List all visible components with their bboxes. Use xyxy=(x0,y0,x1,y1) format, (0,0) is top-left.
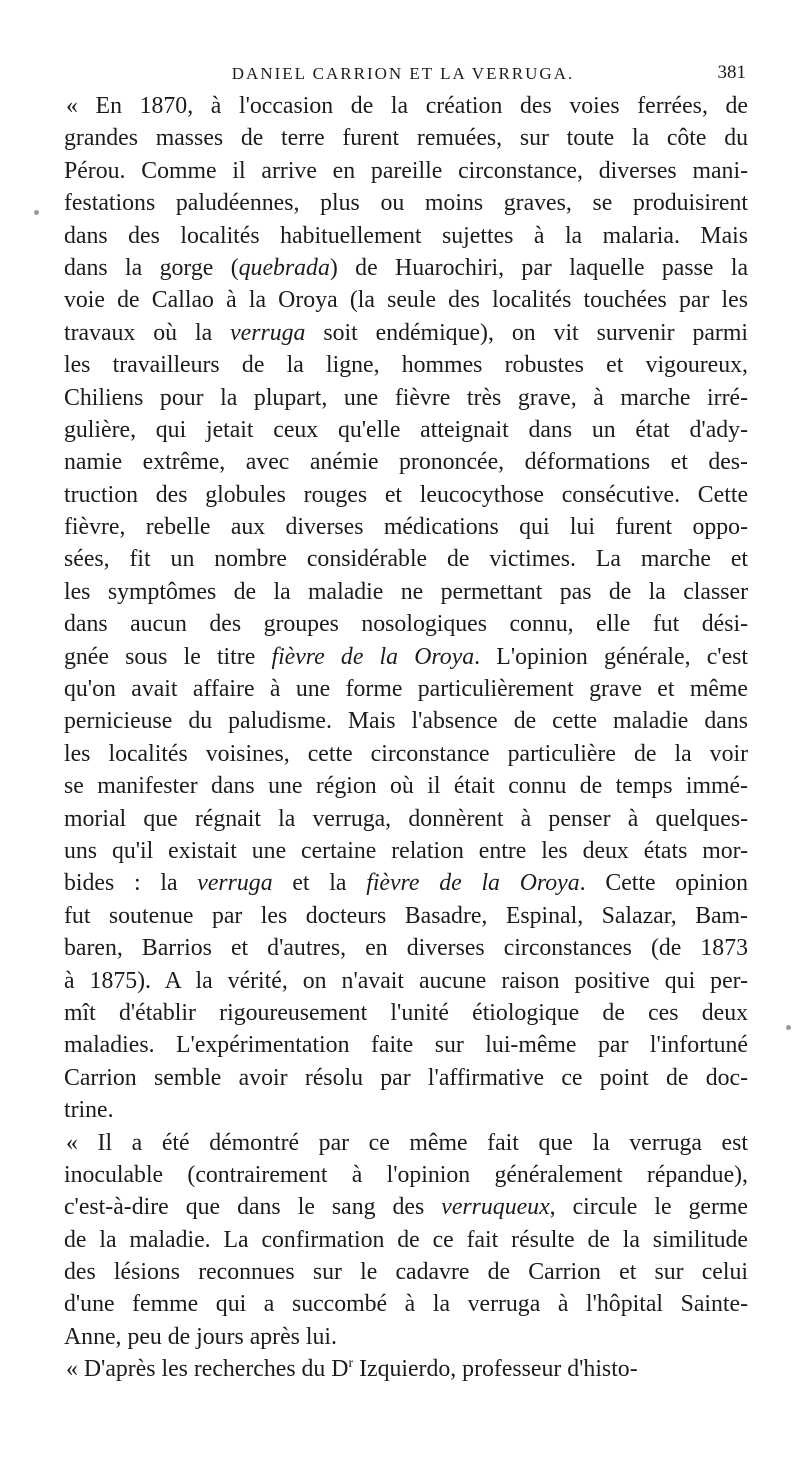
text-run: « Il a été démontré par ce même fait que la verruga est xyxy=(66,1129,748,1156)
superscript-text: r xyxy=(348,1356,354,1372)
italic-text: fièvre de la Oroya xyxy=(271,643,475,670)
italic-text: verruqueux xyxy=(441,1194,550,1221)
text-line xyxy=(64,479,748,511)
text-line xyxy=(64,90,748,122)
text-run: . Cette opinion xyxy=(579,870,748,897)
text-run: truction des globules rouges et leucocythose consécutive. Cette xyxy=(64,481,748,508)
text-run: les travailleurs de la ligne, hommes robustes et vigoureux, xyxy=(64,352,748,379)
text-line xyxy=(64,414,748,446)
text-run: Izquierdo, professeur d'histo- xyxy=(353,1356,638,1383)
italic-text: verruga xyxy=(230,319,306,346)
text-line xyxy=(64,155,748,187)
text-line xyxy=(64,576,748,608)
text-run: baren, Barrios et d'autres, en diverses circonstances (de 1873 xyxy=(64,935,748,962)
text-line xyxy=(64,1191,748,1223)
text-run: dans des localités habituellement sujettes à la malaria. Mais xyxy=(64,222,748,249)
text-line xyxy=(64,705,748,737)
running-title: DANIEL CARRION ET LA VERRUGA. xyxy=(231,64,575,83)
text-run: . L'opinion générale, c'est xyxy=(474,643,748,670)
text-run: gnée sous le titre xyxy=(64,643,272,670)
text-run: namie extrême, avec anémie prononcée, déformations et des- xyxy=(64,449,748,476)
text-run: de la maladie. La confirmation de ce fait résulte de la similitude xyxy=(64,1226,748,1253)
text-run: Carrion semble avoir résolu par l'affirmative ce point de doc- xyxy=(64,1064,748,1091)
text-run: maladies. L'expérimentation faite sur lui-même par l'infortuné xyxy=(64,1032,748,1059)
paper-speck xyxy=(786,1025,791,1030)
text-line xyxy=(64,608,748,640)
text-run: grandes masses de terre furent remuées, sur toute la côte du xyxy=(64,125,748,152)
text-run: Pérou. Comme il arrive en pareille circonstance, diverses mani- xyxy=(64,157,748,184)
text-line xyxy=(64,349,748,381)
text-run: les symptômes de la maladie ne permettant pas de la classer xyxy=(64,578,748,605)
text-line xyxy=(64,543,748,575)
text-run: « En 1870, à l'occasion de la création des voies ferrées, de xyxy=(66,93,748,119)
italic-text: verruga xyxy=(197,870,273,897)
text-run: et la xyxy=(272,870,367,897)
text-run: gulière, qui jetait ceux qu'elle atteignait dans un état d'ady- xyxy=(64,416,748,443)
body-text xyxy=(64,90,748,1386)
text-run: Chiliens pour la plupart, une fièvre très grave, à marche irré- xyxy=(64,384,748,411)
text-run: festations paludéennes, plus ou moins graves, se produisirent xyxy=(64,190,748,217)
text-run: voie de Callao à la Oroya (la seule des localités touchées par les xyxy=(64,287,748,314)
text-line xyxy=(64,673,748,705)
text-run: pernicieuse du paludisme. Mais l'absence de cette maladie dans xyxy=(64,708,748,735)
italic-text: quebrada xyxy=(238,254,330,281)
text-run: qu'on avait affaire à une forme particulièrement grave et même xyxy=(64,676,748,703)
text-run: soit endémique), on vit survenir parmi xyxy=(305,319,748,346)
text-line xyxy=(64,1062,748,1094)
text-line xyxy=(64,770,748,802)
text-run: Anne, peu de jours après lui. xyxy=(64,1323,337,1350)
text-line xyxy=(64,187,748,219)
text-line xyxy=(64,511,748,543)
text-line xyxy=(64,1288,748,1320)
text-line xyxy=(64,1094,748,1126)
text-run: se manifester dans une région où il était connu de temps immé- xyxy=(64,773,748,800)
text-line xyxy=(64,1321,748,1353)
text-line xyxy=(64,1256,748,1288)
text-line xyxy=(64,1029,748,1061)
text-run: c'est-à-dire que dans le sang des xyxy=(64,1194,442,1221)
text-run: dans aucun des groupes nosologiques connu, elle fut dési- xyxy=(64,611,748,638)
text-run: mît d'établir rigoureusement l'unité étiologique de ces deux xyxy=(64,999,748,1026)
text-line xyxy=(64,1353,748,1385)
text-run: des lésions reconnues sur le cadavre de Carrion et sur celui xyxy=(64,1259,748,1286)
text-line xyxy=(64,1224,748,1256)
text-run: morial que régnait la verruga, donnèrent à penser à quelques- xyxy=(64,805,748,832)
italic-text: fièvre de la Oroya xyxy=(366,870,580,897)
text-line xyxy=(64,965,748,997)
text-run: fut soutenue par les docteurs Basadre, Espinal, Salazar, Bam- xyxy=(64,902,748,929)
text-line xyxy=(64,900,748,932)
text-run: d'une femme qui a succombé à la verruga à l'hôpital Sainte- xyxy=(64,1291,748,1318)
text-run: dans la gorge ( xyxy=(64,254,239,281)
text-line xyxy=(64,932,748,964)
text-run: sées, fit un nombre considérable de victimes. La marche et xyxy=(64,546,748,573)
text-run: fièvre, rebelle aux diverses médications qui lui furent oppo- xyxy=(64,514,748,541)
text-run: travaux où la xyxy=(64,319,231,346)
text-run: ) de Huarochiri, par laquelle passe la xyxy=(329,254,748,281)
text-line xyxy=(64,446,748,478)
text-line xyxy=(64,738,748,770)
page-number: 381 xyxy=(717,62,746,83)
text-line xyxy=(64,803,748,835)
text-line xyxy=(64,382,748,414)
text-line xyxy=(64,252,748,284)
text-run: uns qu'il existait une certaine relation entre les deux états mor- xyxy=(64,837,748,864)
text-line xyxy=(64,641,748,673)
text-line xyxy=(64,835,748,867)
text-line xyxy=(64,1159,748,1191)
text-run: bides : la xyxy=(64,870,198,897)
text-line xyxy=(64,284,748,316)
text-line xyxy=(64,867,748,899)
paper-speck xyxy=(34,210,39,215)
text-run: , circule le germe xyxy=(549,1194,748,1221)
text-run: à 1875). A la vérité, on n'avait aucune raison positive qui per- xyxy=(64,967,748,994)
text-line xyxy=(64,997,748,1029)
text-run: trine. xyxy=(64,1097,114,1124)
text-run: inoculable (contrairement à l'opinion généralement répandue), xyxy=(64,1161,748,1188)
text-line xyxy=(64,122,748,154)
text-line xyxy=(64,1127,748,1159)
text-line xyxy=(64,220,748,252)
text-line xyxy=(64,317,748,349)
text-run: « D'après les recherches du D xyxy=(66,1356,349,1383)
text-run: les localités voisines, cette circonstance particulière de la voir xyxy=(64,740,748,767)
